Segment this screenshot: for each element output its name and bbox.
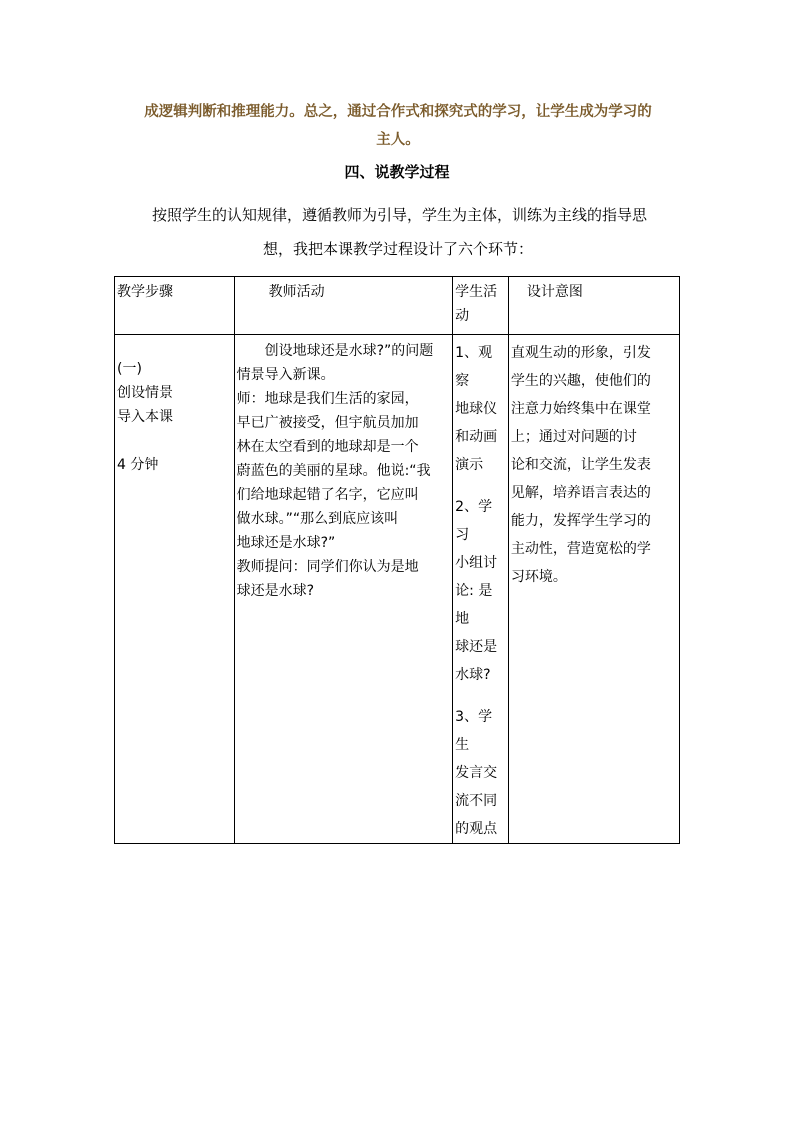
- student-item-3: 3、学生 发言交 流不同 的观点: [455, 709, 498, 837]
- step-cell: [115, 335, 235, 844]
- step-time: 4 分钟: [117, 457, 159, 473]
- teacher-line: 师：地球是我们生活的家园，: [236, 391, 419, 407]
- section-heading: 四、说教学过程: [344, 163, 450, 181]
- step-title-2: 导入本课: [117, 409, 173, 425]
- intent-line: 习环境。: [510, 569, 567, 585]
- lesson-process-table: [114, 276, 680, 844]
- teacher-line: 地球还是水球?”: [236, 535, 336, 551]
- student-item-2: 2、学习 小组讨 论: 是地 球还是 水球?: [455, 499, 498, 683]
- top-paragraph: [118, 98, 678, 154]
- step-title-1: 创设情景: [117, 385, 173, 401]
- teacher-line: 早已广被接受，但宇航员加加: [236, 415, 419, 431]
- intent-line: 直观生动的形象，引发: [510, 345, 651, 361]
- teacher-line: 做水球。”“那么到底应该叫: [236, 511, 399, 527]
- teacher-line: 林在太空看到的地球却是一个: [236, 439, 419, 455]
- table-row: [115, 335, 680, 844]
- intent-line: 论和交流，让学生发表: [510, 457, 651, 473]
- intent-line: 能力，发挥学生学习的: [510, 513, 651, 529]
- design-intent-cell: [508, 335, 679, 844]
- teacher-line: 蔚蓝色的美丽的星球。他说:“我: [236, 463, 431, 479]
- intent-line: 学生的兴趣，使他们的: [510, 373, 651, 389]
- intro-line-2: 想，我把本课教学过程设计了六个环节：: [262, 240, 533, 258]
- intent-line: 主动性，营造宽松的学: [510, 541, 651, 557]
- teacher-activity-cell: [234, 335, 453, 844]
- top-paragraph-line-2: 主人。: [376, 132, 420, 148]
- intro-paragraph: [118, 200, 678, 264]
- header-student: 学生活动: [453, 277, 509, 335]
- intent-line: 见解，培养语言表达的: [510, 485, 651, 501]
- teacher-line: 教师提问：同学们你认为是地: [236, 559, 419, 575]
- teacher-line: 创设地球还是水球?”的问题: [264, 343, 434, 359]
- table-header-row: [115, 277, 680, 335]
- teacher-line: 情景导入新课。: [236, 367, 335, 383]
- header-teacher: 教师活动: [234, 277, 453, 335]
- teacher-line: 球还是水球?: [236, 583, 315, 599]
- intro-line-1: 按照学生的认知规律，遵循教师为引导，学生为主体，训练为主线的指导思: [152, 206, 648, 224]
- step-number: (一): [117, 361, 142, 377]
- top-paragraph-line-1: 成逻辑判断和推理能力。总之，通过合作式和探究式的学习，让学生成为学习的: [144, 104, 652, 120]
- teacher-line: 们给地球起错了名字，它应叫: [236, 487, 419, 503]
- header-intent: 设计意图: [508, 277, 679, 335]
- student-item-1: 1、观察 地球仪 和动画 演示: [455, 345, 498, 473]
- header-steps: 教学步骤: [115, 277, 235, 335]
- intent-line: 上；通过对问题的讨: [510, 429, 637, 445]
- student-activity-cell: [453, 335, 509, 844]
- intent-line: 注意力始终集中在课堂: [510, 401, 651, 417]
